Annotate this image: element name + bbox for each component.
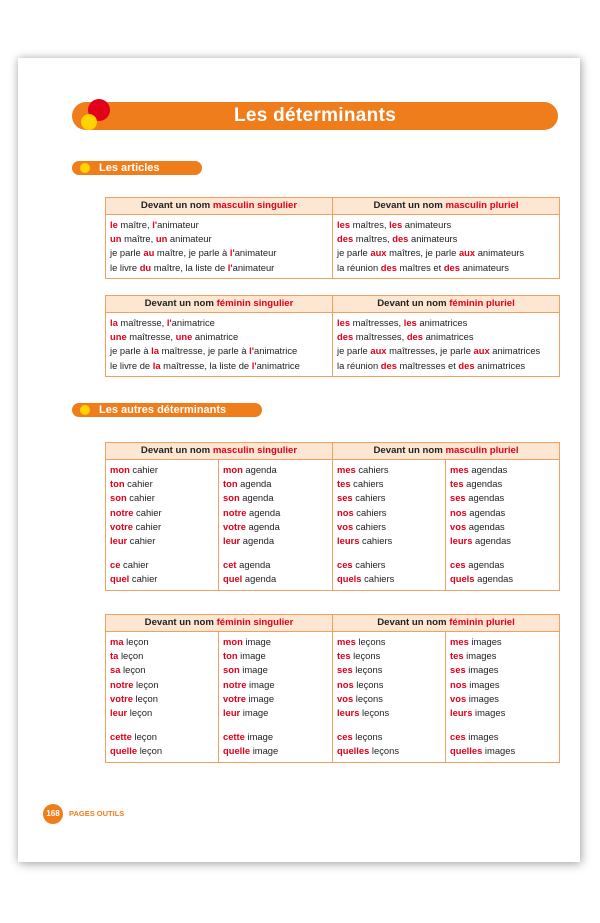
determiner-line: ma leçon [110, 636, 149, 647]
example-line: les maîtres, les animateurs [337, 219, 452, 230]
example-line: le livre du maître, la liste de l'animateur [110, 261, 275, 273]
determiner-line: mon image [223, 636, 271, 647]
determiner-line: leurs leçons [337, 706, 390, 718]
determiner-line: quels cahiers [337, 573, 395, 585]
bullet-dot-icon [80, 405, 90, 415]
determiner-line: cet agenda [223, 559, 271, 571]
example-line: je parle au maître, je parle à l'animateur [110, 247, 277, 259]
determiner-line: mes leçons [337, 636, 386, 647]
determiner-line: ce cahier [110, 559, 149, 571]
examples-cell [333, 215, 560, 279]
examples-cell [333, 313, 560, 377]
column-header: Devant un nom féminin singulier [106, 296, 333, 313]
column-header: Devant un nom masculin pluriel [333, 198, 560, 215]
column-header: Devant un nom féminin pluriel [333, 615, 560, 632]
determiner-line: nos agendas [450, 506, 506, 518]
example-line: la maîtresse, l'animatrice [110, 317, 215, 328]
column-header: Devant un nom masculin pluriel [333, 443, 560, 460]
determiner-line: notre cahier [110, 506, 162, 518]
determiner-line: votre cahier [110, 520, 162, 532]
section-title: Les autres déterminants [99, 404, 227, 416]
example-line: le livre de la maîtresse, la liste de l'animatrice [110, 359, 300, 371]
determiner-line: notre leçon [110, 678, 159, 690]
table-autres-feminin [105, 614, 560, 763]
determiner-line: vos leçons [337, 692, 383, 704]
page-title: Les déterminants [233, 105, 397, 126]
table-articles-feminin [105, 295, 560, 377]
determiner-line: tes agendas [450, 478, 503, 490]
determiner-line: leurs images [450, 706, 506, 718]
determiner-line: nos cahiers [337, 506, 387, 518]
determiner-column [219, 460, 333, 591]
determiner-line: notre image [223, 678, 275, 690]
determiner-line: quelles leçons [337, 745, 400, 757]
bullet-dot-icon [80, 163, 90, 173]
determiner-line: tes cahiers [337, 478, 384, 490]
determiner-column [446, 632, 560, 763]
determiner-line: quel cahier [110, 573, 158, 585]
determiner-line: ton agenda [223, 478, 272, 490]
determiner-column [333, 460, 446, 591]
example-line: la réunion des maîtresses et des animatrices [337, 359, 526, 371]
determiner-line: votre leçon [110, 692, 158, 704]
determiner-line: leurs agendas [450, 534, 511, 546]
example-line: je parle aux maîtres, je parle aux animateurs [337, 247, 525, 259]
determiner-line: leurs cahiers [337, 534, 393, 546]
determiner-line: quel agenda [223, 573, 277, 585]
example-line: un maître, un animateur [110, 233, 212, 245]
determiner-line: quelle leçon [110, 745, 163, 757]
example-line: les maîtresses, les animatrices [337, 317, 468, 328]
determiner-line: ces cahiers [337, 559, 386, 571]
determiner-line: cette image [223, 731, 274, 743]
determiner-line: mes cahiers [337, 464, 389, 475]
determiner-line: ton cahier [110, 478, 153, 490]
determiner-line: mes agendas [450, 464, 508, 475]
determiner-line: son agenda [223, 492, 274, 504]
table-autres-masculin [105, 442, 560, 591]
determiner-column [446, 460, 560, 591]
example-line: je parle aux maîtresses, je parle aux animatrices [337, 345, 541, 357]
determiner-line: nos leçons [337, 678, 384, 690]
column-header: Devant un nom masculin singulier [106, 443, 333, 460]
example-line: la réunion des maîtres et des animateurs [337, 261, 509, 273]
examples-cell [106, 313, 333, 377]
determiner-line: mes images [450, 636, 502, 647]
determiner-line: ses images [450, 664, 499, 676]
determiner-line: vos images [450, 692, 499, 704]
section-header-autres [72, 403, 262, 417]
determiner-line: ses agendas [450, 492, 505, 504]
section-header-articles [72, 161, 202, 175]
examples-cell [106, 215, 333, 279]
determiner-line: notre agenda [223, 506, 281, 518]
example-line: des maîtresses, des animatrices [337, 331, 474, 343]
determiner-line: vos cahiers [337, 520, 386, 532]
determiner-line: votre image [223, 692, 275, 704]
determiner-column [106, 632, 219, 763]
determiner-line: tes images [450, 650, 497, 662]
determiner-line: leur leçon [110, 706, 153, 718]
determiner-line: cette leçon [110, 731, 157, 743]
determiner-line: ta leçon [110, 650, 144, 662]
determiner-column [333, 632, 446, 763]
determiner-line: vos agendas [450, 520, 505, 532]
determiner-line: leur agenda [223, 534, 275, 546]
determiner-line: son image [223, 664, 268, 676]
page-number: 168 [43, 804, 63, 824]
example-line: des maîtres, des animateurs [337, 233, 458, 245]
column-header: Devant un nom féminin pluriel [333, 296, 560, 313]
determiner-column [219, 632, 333, 763]
footer-label: PAGES OUTILS [69, 809, 125, 818]
determiner-line: mon cahier [110, 464, 158, 475]
table-articles-masculin [105, 197, 560, 279]
determiner-line: son cahier [110, 492, 155, 504]
column-header: Devant un nom masculin singulier [106, 198, 333, 215]
example-line: le maître, l'animateur [110, 219, 199, 230]
determiner-line: ses leçons [337, 664, 383, 676]
example-line: je parle à la maîtresse, je parle à l'animatrice [110, 345, 298, 357]
column-header: Devant un nom féminin singulier [106, 615, 333, 632]
section-title: Les articles [99, 162, 160, 174]
determiner-column [106, 460, 219, 591]
determiner-line: leur cahier [110, 534, 156, 546]
determiner-line: ces agendas [450, 559, 505, 571]
determiner-line: votre agenda [223, 520, 280, 532]
determiner-line: leur image [223, 706, 269, 718]
determiner-line: ses cahiers [337, 492, 386, 504]
determiner-line: tes leçons [337, 650, 381, 662]
determiner-line: ces leçons [337, 731, 383, 743]
determiner-line: sa leçon [110, 664, 146, 676]
determiner-line: ces images [450, 731, 499, 743]
determiner-line: quelle image [223, 745, 279, 757]
determiner-line: nos images [450, 678, 500, 690]
determiner-line: mon agenda [223, 464, 277, 475]
determiner-line: quelles images [450, 745, 516, 757]
example-line: une maîtresse, une animatrice [110, 331, 239, 343]
determiner-line: ton image [223, 650, 266, 662]
determiner-line: quels agendas [450, 573, 514, 585]
